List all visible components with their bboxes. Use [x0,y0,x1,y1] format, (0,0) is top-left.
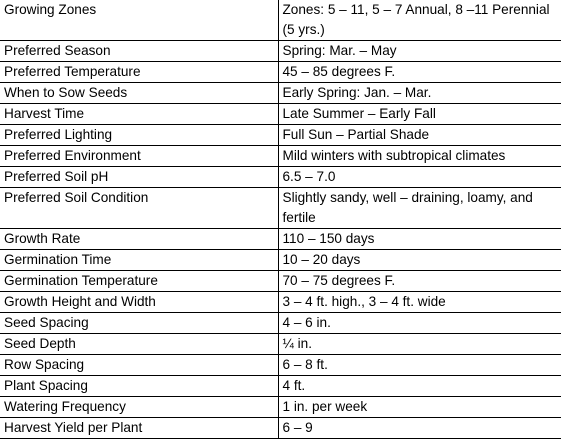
row-value: Zones: 5 – 11, 5 – 7 Annual, 8 –11 Perennial (5 yrs.) [278,0,561,41]
row-label: Seed Depth [0,334,278,355]
row-value: Mild winters with subtropical climates [278,146,561,167]
table-row [0,355,561,376]
row-label: Growth Height and Width [0,292,278,313]
row-label: Seed Spacing [0,313,278,334]
row-value: Late Summer – Early Fall [278,104,561,125]
table-row [0,125,561,146]
row-label: Preferred Lighting [0,125,278,146]
row-value: 4 ft. [278,376,561,397]
row-label: Preferred Season [0,41,278,62]
row-value: 4 – 6 in. [278,313,561,334]
table-row [0,167,561,188]
row-label: Germination Temperature [0,271,278,292]
table-row [0,41,561,62]
row-value: 6 – 8 ft. [278,355,561,376]
table-row [0,250,561,271]
table-row [0,334,561,355]
row-label: Preferred Soil Condition [0,188,278,229]
table-row [0,62,561,83]
row-value: 45 – 85 degrees F. [278,62,561,83]
row-label: Growth Rate [0,229,278,250]
table-row [0,229,561,250]
table-row [0,83,561,104]
row-label: Preferred Soil pH [0,167,278,188]
row-value: Spring: Mar. – May [278,41,561,62]
table-row [0,104,561,125]
row-label: Watering Frequency [0,397,278,418]
table-row [0,376,561,397]
row-label: Harvest Time [0,104,278,125]
row-value: 10 – 20 days [278,250,561,271]
row-value: 6.5 – 7.0 [278,167,561,188]
row-label: Harvest Yield per Plant [0,418,278,439]
table-row [0,313,561,334]
row-value: 1 in. per week [278,397,561,418]
row-label: When to Sow Seeds [0,83,278,104]
row-label: Plant Spacing [0,376,278,397]
row-label: Preferred Environment [0,146,278,167]
row-value: Slightly sandy, well – draining, loamy, and fertile [278,188,561,229]
row-value: Full Sun – Partial Shade [278,125,561,146]
table-row [0,146,561,167]
table-row [0,292,561,313]
table-row [0,397,561,418]
row-value: 70 – 75 degrees F. [278,271,561,292]
table-row [0,418,561,439]
table-row [0,271,561,292]
row-label: Germination Time [0,250,278,271]
row-label: Growing Zones [0,0,278,41]
row-value: 110 – 150 days [278,229,561,250]
row-value: ¼ in. [278,334,561,355]
table-row [0,188,561,229]
table-row [0,0,561,41]
row-value: Early Spring: Jan. – Mar. [278,83,561,104]
row-label: Row Spacing [0,355,278,376]
row-value: 6 – 9 [278,418,561,439]
row-label: Preferred Temperature [0,62,278,83]
row-value: 3 – 4 ft. high., 3 – 4 ft. wide [278,292,561,313]
